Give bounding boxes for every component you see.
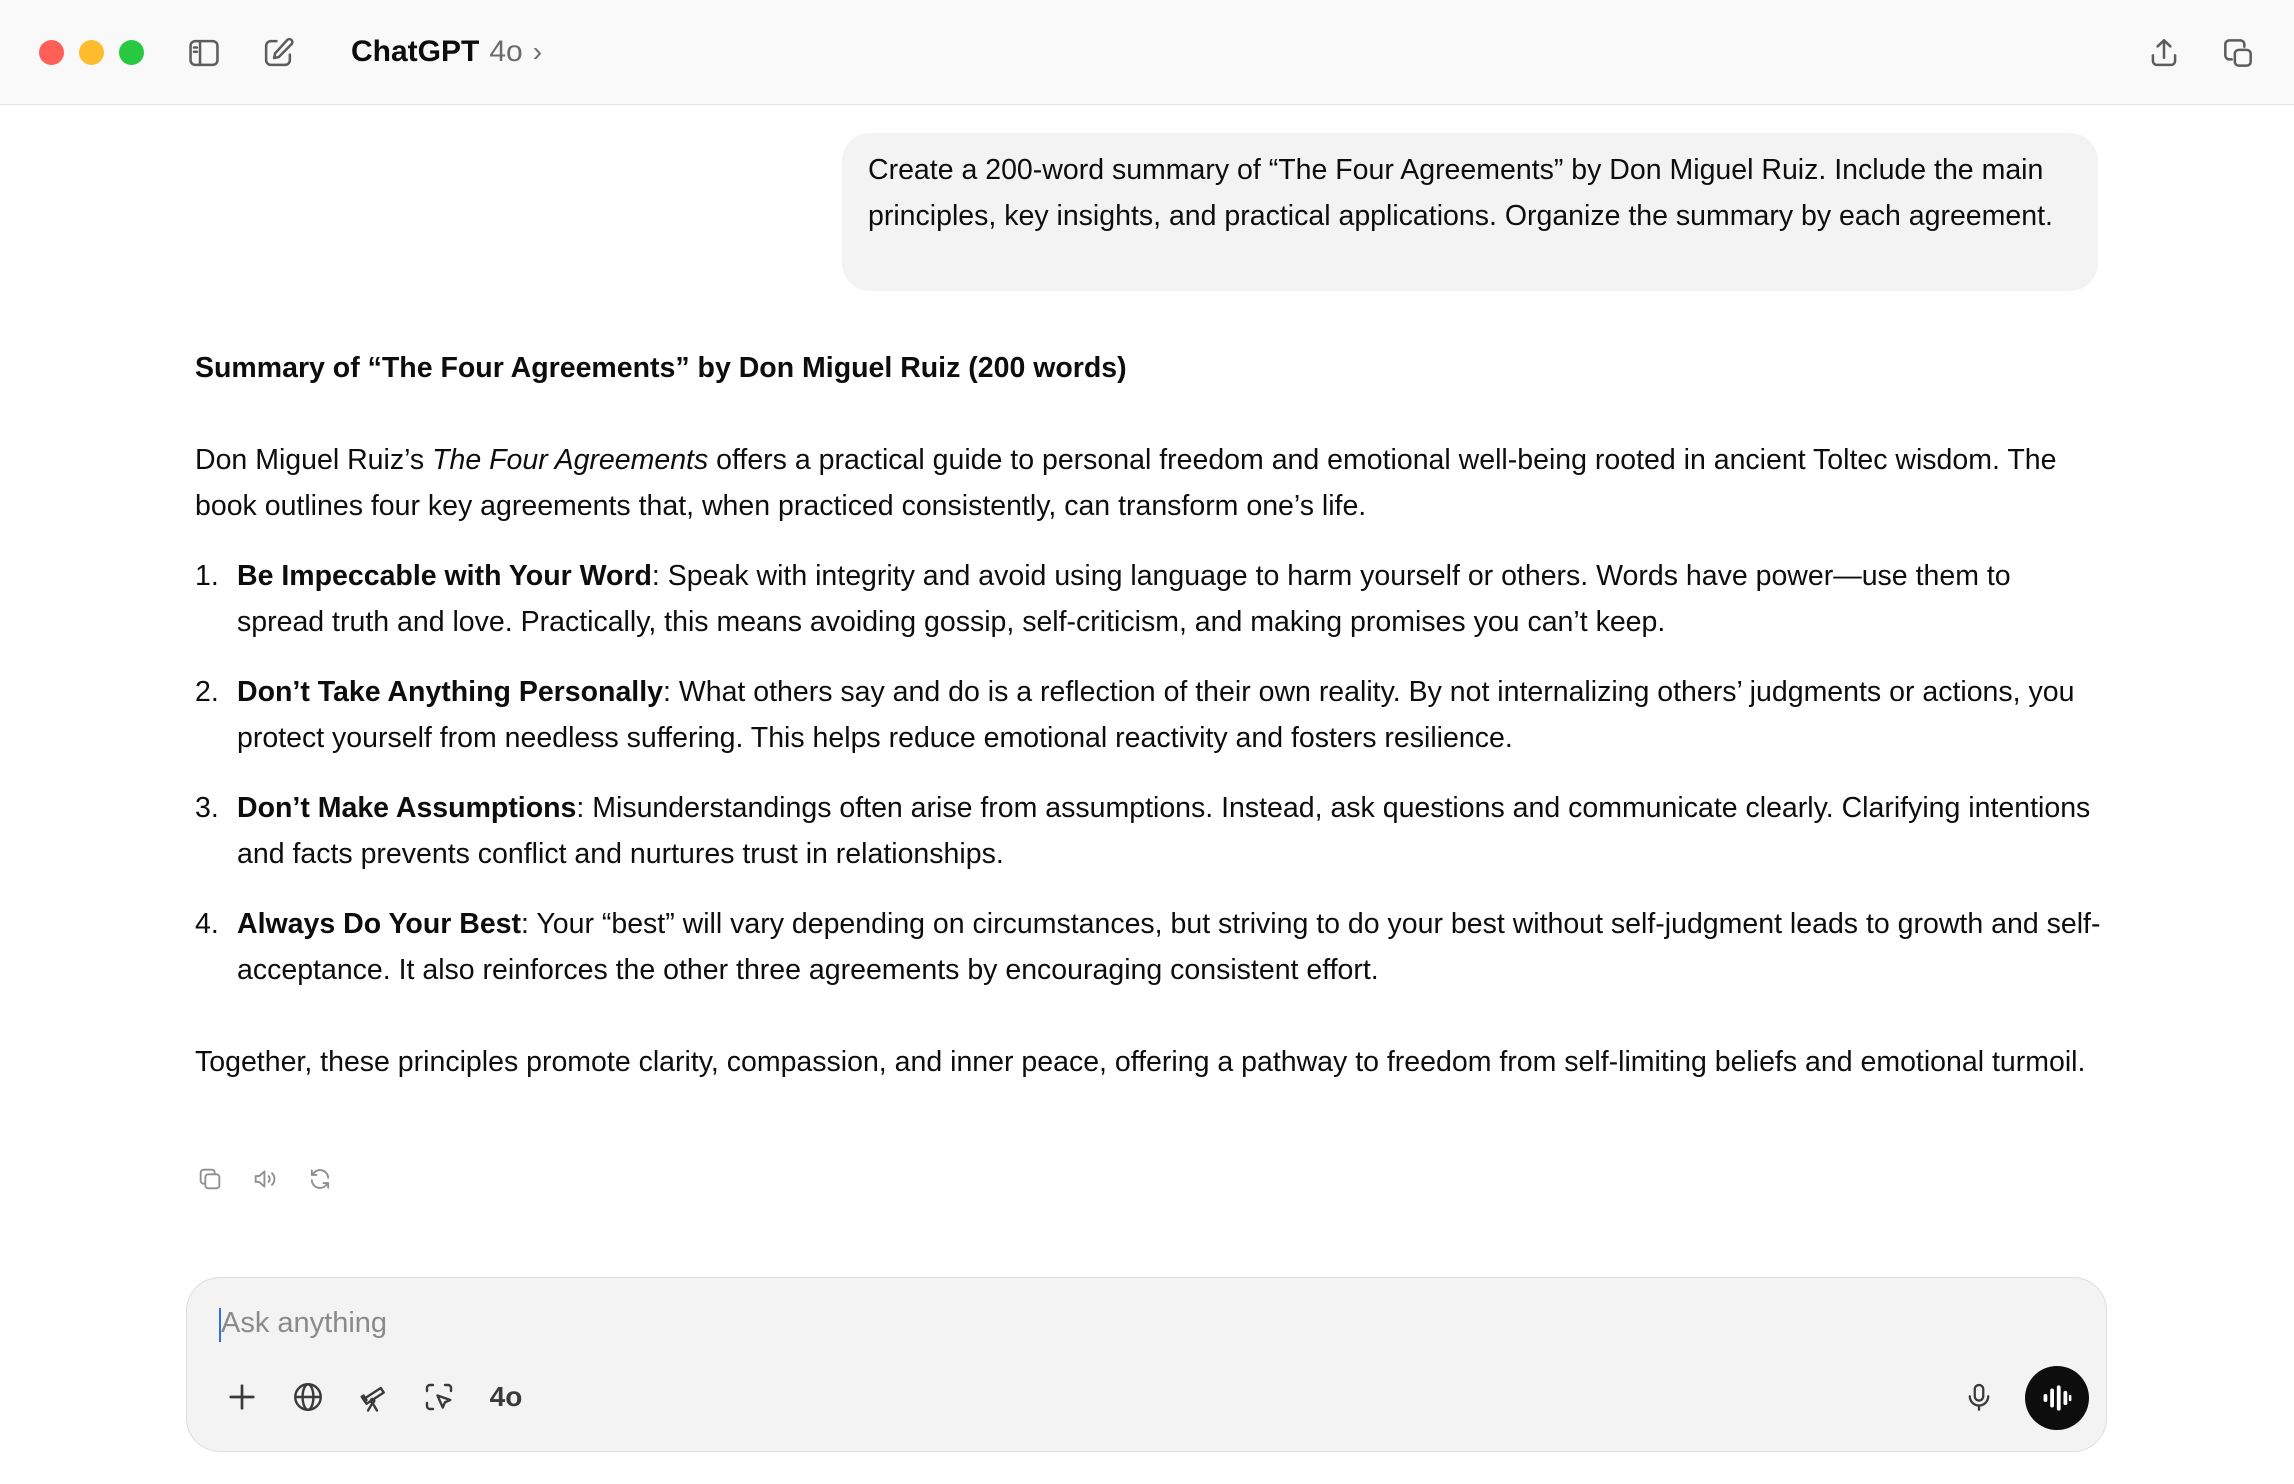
regenerate-icon[interactable] xyxy=(305,1163,335,1195)
list-number: 1. xyxy=(195,560,219,592)
agreement-text: : Speak with integrity and avoid using language to harm yourself or others. Words have power—use them to spread truth and love. Practically, this means avoiding gossip, self-criticism, and making promises you can’t keep. xyxy=(237,560,2011,638)
new-window-icon[interactable] xyxy=(2218,33,2258,73)
copy-icon[interactable] xyxy=(195,1163,225,1195)
assistant-message xyxy=(195,345,2105,1085)
text-caret xyxy=(219,1308,221,1342)
model-version: 4o xyxy=(489,35,523,68)
telescope-icon[interactable] xyxy=(353,1376,395,1418)
plus-icon[interactable] xyxy=(221,1376,263,1418)
maximize-window-button[interactable] xyxy=(119,40,144,65)
model-switcher[interactable] xyxy=(351,30,542,74)
list-number: 3. xyxy=(195,792,219,824)
voice-mode-button[interactable] xyxy=(2025,1366,2089,1430)
agreement-term: Don’t Make Assumptions xyxy=(237,792,577,824)
book-title: The Four Agreements xyxy=(432,444,709,476)
compose-icon[interactable] xyxy=(258,33,298,73)
response-intro xyxy=(195,437,2105,529)
read-aloud-icon[interactable] xyxy=(250,1163,280,1195)
globe-icon[interactable] xyxy=(287,1376,329,1418)
voice-mode-icon xyxy=(2038,1379,2076,1417)
close-window-button[interactable] xyxy=(39,40,64,65)
message-actions xyxy=(195,1163,335,1195)
model-picker-button[interactable]: 4o xyxy=(489,1381,523,1412)
minimize-window-button[interactable] xyxy=(79,40,104,65)
response-heading: Summary of “The Four Agreements” by Don Miguel Ruiz (200 words) xyxy=(195,352,1127,384)
agreement-term: Always Do Your Best xyxy=(237,908,522,940)
list-item xyxy=(195,669,2105,761)
list-item xyxy=(195,553,2105,645)
list-item xyxy=(195,785,2105,877)
sidebar-icon[interactable] xyxy=(184,33,224,73)
composer xyxy=(186,1277,2107,1452)
agreement-text: : Misunderstandings often arise from assumptions. Instead, ask questions and communicate clearly. Clarifying intentions and facts prevents conflict and nurtures trust in relationships. xyxy=(237,792,2091,870)
user-message-bubble: Create a 200-word summary of “The Four Agreements” by Don Miguel Ruiz. Include the main principles, key insights, and practical applications. Organize the summary by each agreement. xyxy=(842,133,2098,291)
agreement-text: : What others say and do is a reflection of their own reality. By not internalizing others’ judgments or actions, you protect yourself from needless suffering. This helps reduce emotional reactivity and fosters resilience. xyxy=(237,676,2075,754)
app-title: ChatGPT xyxy=(351,35,480,68)
list-number: 2. xyxy=(195,676,219,708)
list-number: 4. xyxy=(195,908,219,940)
share-icon[interactable] xyxy=(2144,33,2184,73)
title-bar xyxy=(0,0,2294,105)
chevron-right-icon: › xyxy=(532,36,543,67)
select-area-icon[interactable] xyxy=(418,1376,460,1418)
agreements-list xyxy=(195,553,2105,993)
intro-text-end: offers a practical guide to personal freedom and emotional well-being rooted in ancient Toltec wisdom. The book outlines four key agreements that, when practiced consistently, can transform one’s life. xyxy=(195,444,2057,522)
microphone-icon[interactable] xyxy=(1957,1375,2001,1419)
intro-text-start: Don Miguel Ruiz’s xyxy=(195,444,433,476)
prompt-input[interactable] xyxy=(221,1298,2021,1348)
agreement-term: Be Impeccable with Your Word xyxy=(237,560,652,592)
response-conclusion: Together, these principles promote clarity, compassion, and inner peace, offering a pathway to freedom from self-limiting beliefs and emotional turmoil. xyxy=(195,1046,2086,1078)
list-item xyxy=(195,901,2105,993)
agreement-term: Don’t Take Anything Personally xyxy=(237,676,663,708)
agreement-text: : Your “best” will vary depending on circumstances, but striving to do your best without self-judgment leads to growth and self-acceptance. It also reinforces the other three agreements by encouraging consistent effort. xyxy=(237,908,2101,986)
